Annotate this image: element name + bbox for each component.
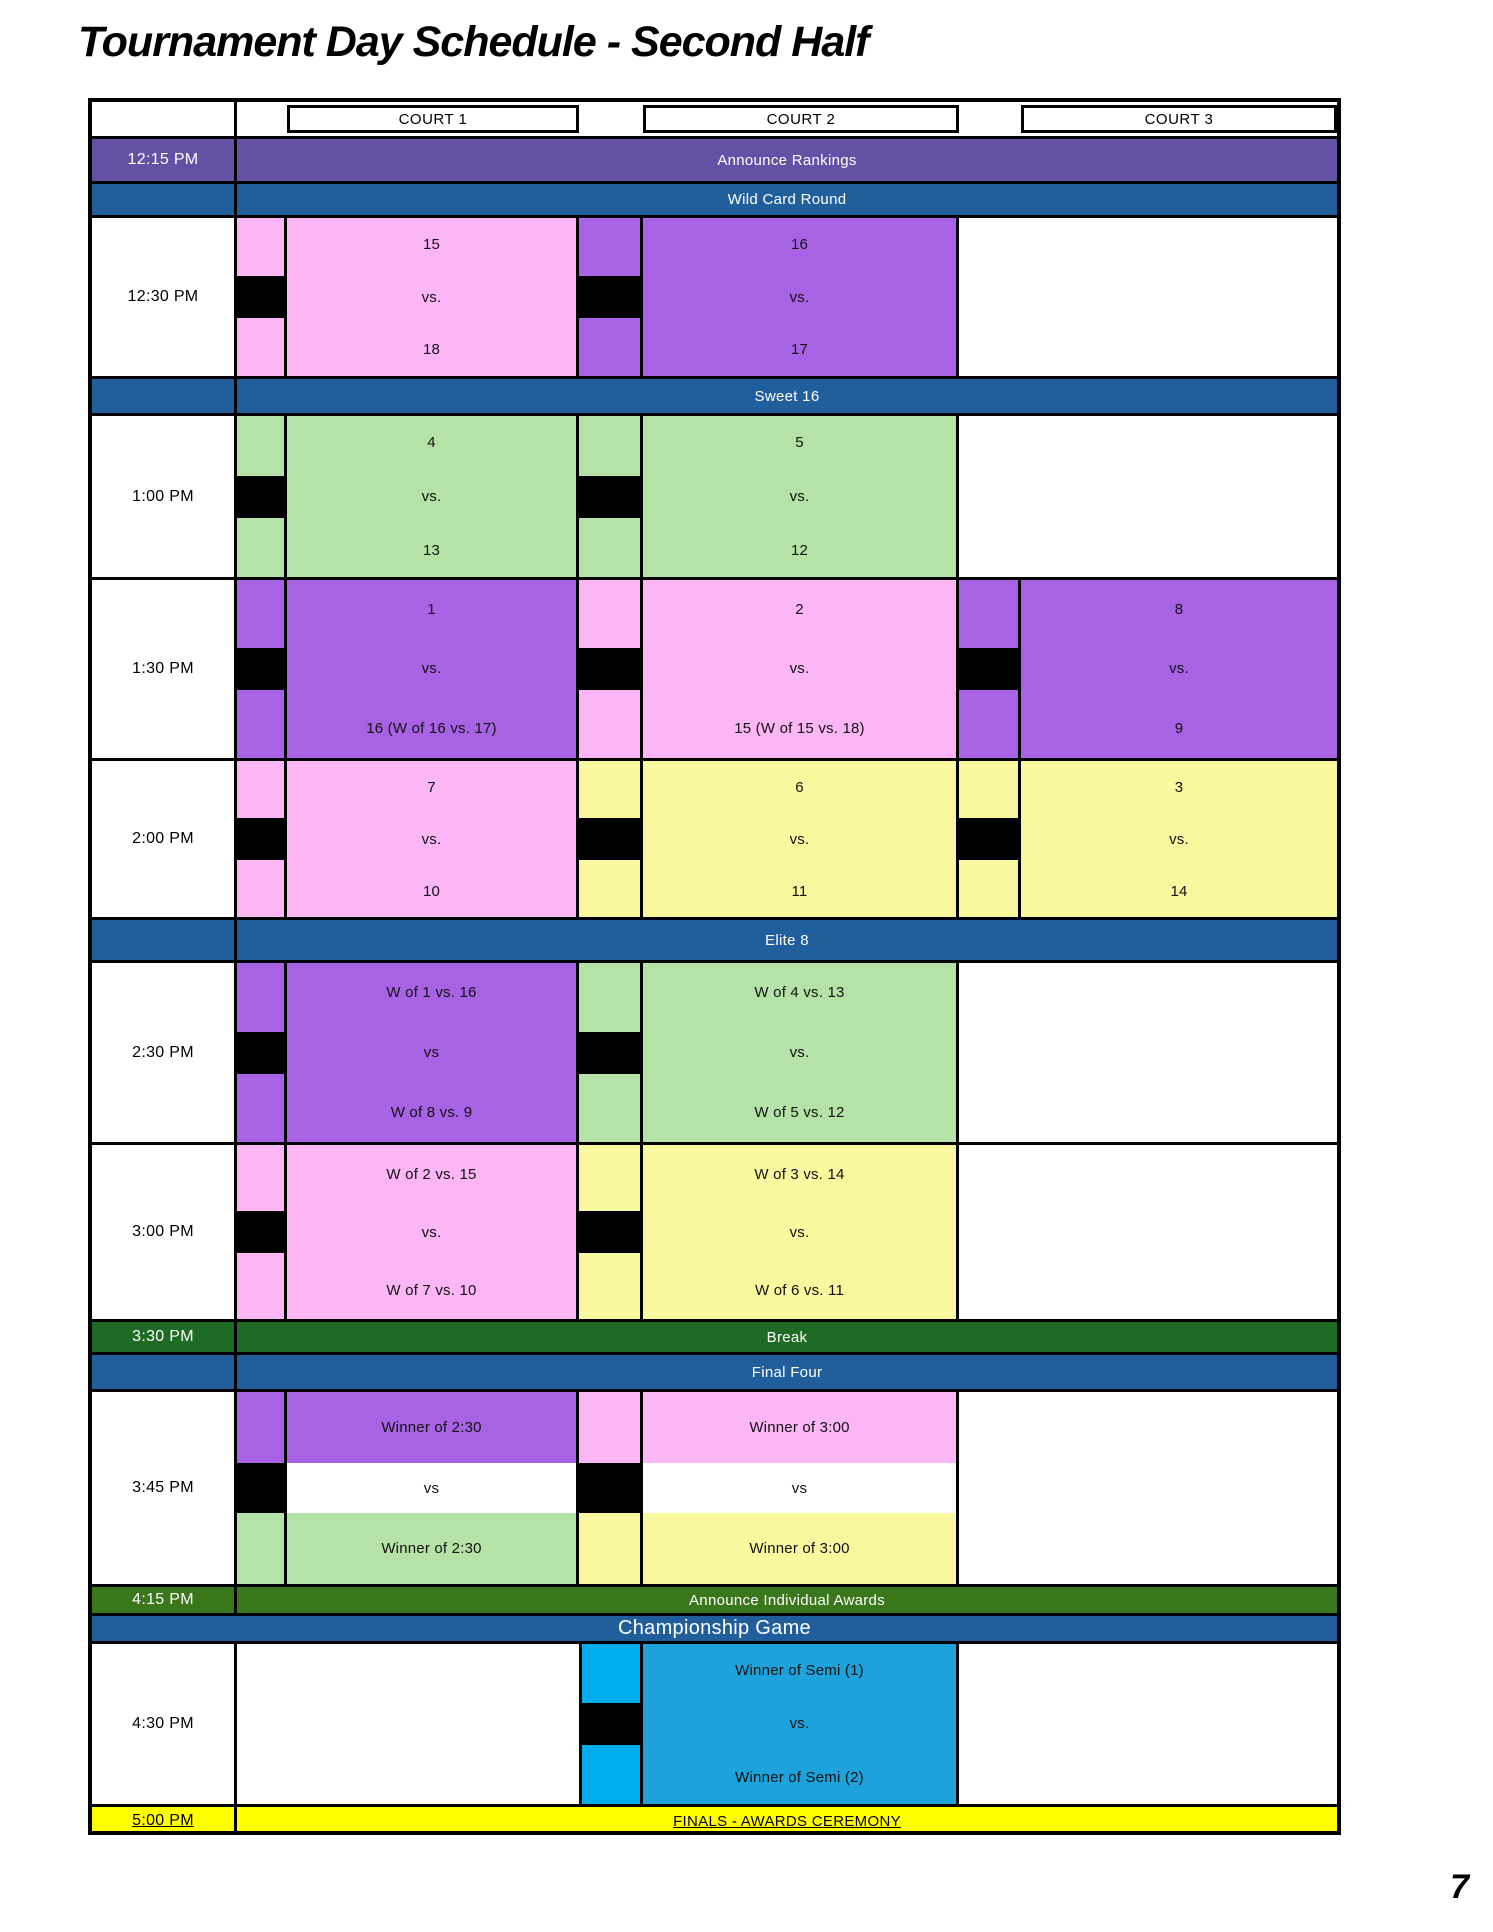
matchup-bottom: W of 6 vs. 11: [754, 1281, 845, 1299]
banner-row: [92, 1584, 1337, 1613]
section-label-text: Break: [766, 1328, 808, 1346]
match-block: [1021, 761, 1337, 917]
time-cell: [92, 1322, 237, 1352]
header-spacer: [579, 102, 643, 136]
banner-row: [92, 917, 1337, 960]
match-block: [287, 416, 579, 577]
match-block: [287, 963, 579, 1142]
matchup-top: W of 2 vs. 15: [386, 1165, 477, 1183]
court-header: COURT 1: [287, 105, 579, 133]
time-cell: [92, 184, 237, 215]
match-content: [237, 1145, 1337, 1319]
banner-row: [92, 376, 1337, 413]
section-label: [237, 1322, 1337, 1352]
time-label: 1:30 PM: [132, 660, 194, 677]
vs-band: [582, 1703, 640, 1745]
vs-label: vs.: [421, 488, 442, 505]
vs-band: [579, 818, 640, 860]
matchup-bottom: Winner of Semi (2): [735, 1768, 864, 1786]
color-strip: [237, 761, 287, 917]
empty-strip: [959, 1145, 1021, 1319]
time-label: 3:00 PM: [132, 1223, 194, 1240]
vs-band: [237, 276, 284, 318]
matchup-bottom: 18: [422, 341, 441, 359]
matchup-top: 6: [795, 778, 804, 796]
vs-band: [237, 1211, 284, 1253]
vs-band: [579, 648, 640, 690]
vs-band: [237, 476, 284, 518]
time-label: 12:15 PM: [127, 151, 199, 168]
vs-label: vs: [423, 1044, 440, 1061]
header-court-cell: [643, 102, 959, 136]
vs-label: vs.: [789, 288, 810, 306]
header-row: [92, 102, 1337, 136]
matchup-top: 15: [422, 235, 441, 253]
empty-strip: [959, 218, 1021, 376]
match-block: [643, 963, 959, 1142]
vs-label: vs.: [421, 288, 442, 306]
vs-band: [579, 1463, 640, 1513]
matchup-top: Winner of Semi (1): [735, 1662, 864, 1680]
time-label: 12:30 PM: [127, 288, 199, 305]
page-title: Tournament Day Schedule - Second Half: [78, 18, 869, 66]
time-cell: [92, 379, 237, 413]
color-strip: [579, 580, 643, 758]
match-row: [92, 577, 1337, 758]
color-strip: [237, 218, 287, 376]
banner-row: [92, 1613, 1337, 1641]
color-strip: [237, 1392, 287, 1584]
schedule-table: [88, 98, 1341, 1835]
color-strip: [579, 1392, 643, 1584]
section-label-text: Sweet 16: [754, 387, 820, 405]
time-cell: [92, 1355, 237, 1389]
vs-band: [237, 648, 284, 690]
section-label: [237, 1355, 1337, 1389]
vs-band: [579, 476, 640, 518]
match-content: [237, 1644, 1337, 1804]
matchup-top: 4: [427, 434, 436, 452]
match-block: [287, 761, 579, 917]
vs-band: [579, 276, 640, 318]
section-label-text: Announce Rankings: [717, 151, 857, 169]
header-court-cell: [287, 102, 579, 136]
vs-label: vs: [643, 1463, 956, 1513]
header-court-cell: [1021, 102, 1337, 136]
match-row: [92, 758, 1337, 917]
section-label-text: FINALS - AWARDS CEREMONY: [673, 1813, 901, 1830]
color-strip: [579, 218, 643, 376]
empty-strip: [959, 1392, 1021, 1584]
vs-label: vs.: [789, 1044, 810, 1061]
matchup-top: 7: [427, 778, 436, 796]
match-row: [92, 413, 1337, 577]
time-cell: [92, 1807, 237, 1831]
time-cell: [92, 1392, 237, 1584]
match-row: [92, 1641, 1337, 1804]
matchup-top: W of 1 vs. 16: [386, 984, 477, 1002]
match-row: [92, 1142, 1337, 1319]
vs-label: vs.: [789, 488, 810, 505]
matchup-top: 2: [795, 601, 804, 619]
matchup-bottom: 11: [791, 882, 808, 900]
time-cell: [92, 580, 237, 758]
match-content: [237, 580, 1337, 758]
vs-label: vs.: [789, 1223, 810, 1241]
vs-label: vs: [287, 1463, 576, 1513]
matchup-bottom: 16 (W of 16 vs. 17): [366, 719, 497, 737]
vs-label: vs.: [789, 830, 810, 848]
match-block: [643, 1145, 959, 1319]
vs-label: vs.: [1169, 660, 1189, 678]
time-cell: [92, 761, 237, 917]
empty-cell: [1021, 963, 1337, 1142]
matchup-top: W of 3 vs. 14: [754, 1165, 845, 1183]
court-header: COURT 2: [643, 105, 959, 133]
matchup-top: 5: [795, 434, 804, 452]
vs-label: vs.: [421, 660, 442, 678]
color-strip: [237, 416, 287, 577]
match-block: [643, 761, 959, 917]
time-cell: [92, 1644, 237, 1804]
section-label: Championship Game: [92, 1616, 1337, 1641]
vs-band: [237, 1463, 284, 1513]
section-label-text: Elite 8: [765, 931, 809, 949]
banner-row: [92, 136, 1337, 181]
matchup-top: 1: [427, 601, 436, 619]
empty-strip: [959, 416, 1021, 577]
section-label: [237, 920, 1337, 960]
empty-strip: [959, 1644, 1021, 1804]
section-label: [237, 139, 1337, 181]
empty-strip: [237, 1644, 287, 1804]
matchup-bottom: 9: [1174, 719, 1184, 737]
match-block: [287, 218, 579, 376]
vs-band: [579, 1032, 640, 1074]
time-label: 3:30 PM: [132, 1328, 194, 1345]
vs-band: [959, 818, 1018, 860]
time-cell: [92, 139, 237, 181]
empty-cell: [1021, 416, 1337, 577]
matchup-bottom: Winner of 3:00: [643, 1513, 956, 1584]
vs-band: [237, 818, 284, 860]
match-content: [237, 416, 1337, 577]
match-block: [1021, 580, 1337, 758]
match-block: [287, 1392, 579, 1584]
section-label-text: Final Four: [751, 1363, 823, 1381]
match-content: [237, 218, 1337, 376]
header-content: [237, 102, 1337, 136]
color-strip: [237, 580, 287, 758]
matchup-bottom: 15 (W of 15 vs. 18): [734, 719, 865, 737]
banner-row: [92, 1319, 1337, 1352]
matchup-top: 3: [1174, 778, 1184, 796]
match-block: [287, 1145, 579, 1319]
vs-band: [579, 1211, 640, 1253]
color-strip: [579, 963, 643, 1142]
color-strip: [579, 416, 643, 577]
time-cell: [92, 920, 237, 960]
color-strip: [579, 1644, 643, 1804]
time-cell: [92, 416, 237, 577]
matchup-bottom: W of 7 vs. 10: [386, 1281, 477, 1299]
matchup-bottom: W of 8 vs. 9: [390, 1103, 473, 1121]
time-cell: [92, 102, 237, 136]
color-strip: [237, 963, 287, 1142]
match-row: [92, 215, 1337, 376]
match-row: [92, 960, 1337, 1142]
vs-band: [959, 648, 1018, 690]
time-label: 2:00 PM: [132, 830, 194, 847]
vs-label: vs.: [421, 1223, 442, 1241]
vs-label: vs.: [1169, 830, 1189, 848]
time-label: 2:30 PM: [132, 1043, 194, 1061]
time-label: 4:15 PM: [132, 1591, 194, 1608]
banner-row: [92, 181, 1337, 215]
match-content: [237, 963, 1337, 1142]
section-label: [237, 1587, 1337, 1613]
time-label: 1:00 PM: [132, 487, 194, 505]
time-label: 4:30 PM: [132, 1715, 194, 1732]
time-cell: [92, 1145, 237, 1319]
vs-band: [237, 1032, 284, 1074]
section-label-text: Announce Individual Awards: [689, 1591, 885, 1609]
time-label: 5:00 PM: [132, 1812, 194, 1829]
header-spacer: [237, 102, 287, 136]
color-strip: [959, 580, 1021, 758]
match-block: [643, 416, 959, 577]
color-strip: [579, 761, 643, 917]
matchup-bottom: 10: [422, 882, 441, 900]
matchup-bottom: 12: [790, 541, 809, 559]
matchup-top: 8: [1174, 601, 1184, 619]
empty-cell: [1021, 218, 1337, 376]
match-block: [643, 1392, 959, 1584]
time-cell: [92, 1587, 237, 1613]
time-label: 3:45 PM: [132, 1479, 194, 1496]
page-number: 7: [1450, 1868, 1469, 1906]
time-cell: [92, 218, 237, 376]
match-content: [237, 761, 1337, 917]
section-label: [237, 1807, 1337, 1831]
color-strip: [959, 761, 1021, 917]
match-content: [237, 1392, 1337, 1584]
empty-cell: [1021, 1392, 1337, 1584]
banner-row: [92, 1352, 1337, 1389]
vs-label: vs.: [421, 830, 442, 848]
matchup-bottom: 13: [422, 541, 441, 559]
match-block: [643, 218, 959, 376]
section-label: [237, 184, 1337, 215]
time-cell: [92, 963, 237, 1142]
empty-cell: [1021, 1145, 1337, 1319]
matchup-bottom: 14: [1170, 882, 1188, 900]
header-spacer: [959, 102, 1021, 136]
matchup-top: 16: [790, 235, 809, 253]
section-label: [237, 379, 1337, 413]
matchup-top: Winner of 2:30: [287, 1392, 576, 1463]
matchup-bottom: 17: [790, 341, 809, 359]
match-block: [287, 580, 579, 758]
matchup-bottom: W of 5 vs. 12: [754, 1103, 845, 1121]
vs-label: vs.: [789, 1715, 810, 1733]
color-strip: [579, 1145, 643, 1319]
match-block: [643, 1644, 959, 1804]
empty-cell: [287, 1644, 579, 1804]
matchup-top: Winner of 3:00: [643, 1392, 956, 1463]
matchup-top: W of 4 vs. 13: [754, 984, 845, 1002]
match-row: [92, 1389, 1337, 1584]
vs-label: vs.: [789, 660, 810, 678]
match-block: [643, 580, 959, 758]
empty-strip: [959, 963, 1021, 1142]
empty-cell: [1021, 1644, 1337, 1804]
matchup-bottom: Winner of 2:30: [287, 1513, 576, 1584]
section-label-text: Wild Card Round: [727, 191, 847, 208]
court-header: COURT 3: [1021, 105, 1337, 133]
banner-row: [92, 1804, 1337, 1831]
color-strip: [237, 1145, 287, 1319]
